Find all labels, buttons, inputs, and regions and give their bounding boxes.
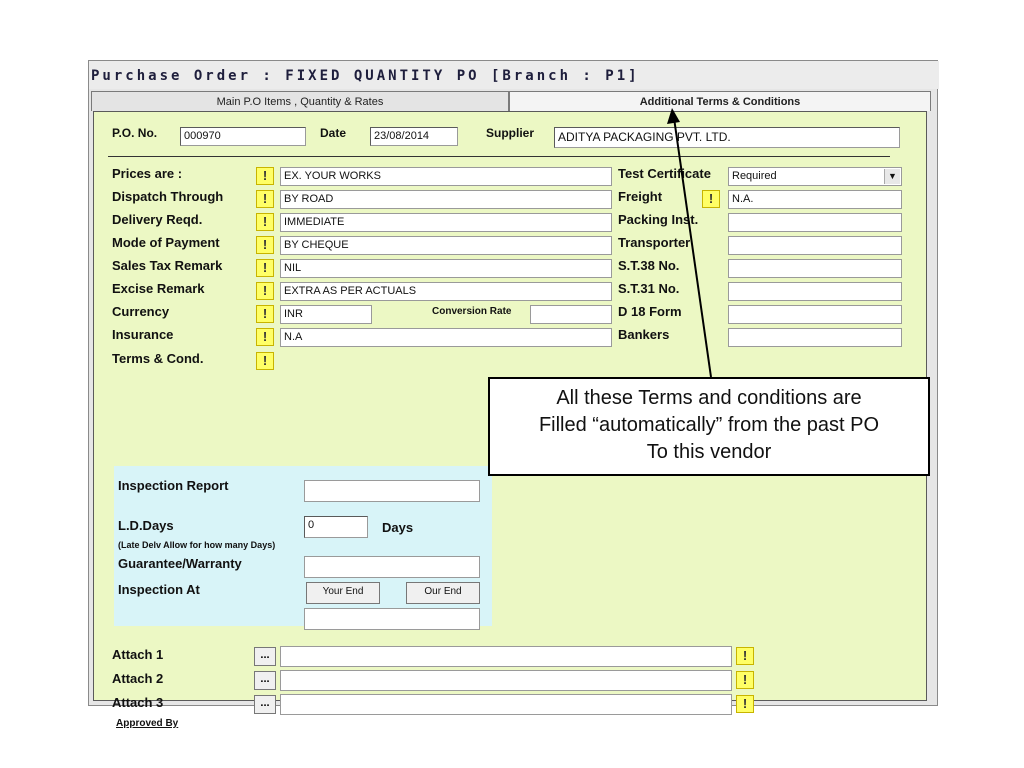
- sales-tax-field[interactable]: NIL: [280, 259, 612, 278]
- guarantee-label: Guarantee/Warranty: [118, 556, 242, 571]
- d18-label: D 18 Form: [618, 304, 682, 319]
- approved-by-link[interactable]: Approved By: [116, 718, 179, 729]
- callout-line-2: Filled “automatically” from the past PO: [538, 414, 880, 436]
- tab-additional-terms[interactable]: Additional Terms & Conditions: [509, 91, 931, 111]
- date-label: Date: [320, 126, 347, 140]
- inspection-report-label: Inspection Report: [118, 478, 229, 493]
- insurance-field[interactable]: N.A: [280, 328, 612, 347]
- freight-label: Freight: [618, 189, 663, 204]
- warning-icon[interactable]: !: [256, 259, 274, 277]
- attach-1-label: Attach 1: [112, 647, 164, 662]
- delivery-label: Delivery Reqd.: [112, 212, 203, 227]
- st38-label: S.T.38 No.: [618, 258, 680, 273]
- attach-2-label: Attach 2: [112, 671, 164, 686]
- browse-button[interactable]: ...: [254, 695, 276, 714]
- warning-icon[interactable]: !: [736, 695, 754, 713]
- currency-label: Currency: [112, 304, 170, 319]
- warning-icon[interactable]: !: [702, 190, 720, 208]
- our-end-button[interactable]: Our End: [406, 582, 480, 604]
- prices-field[interactable]: EX. YOUR WORKS: [280, 167, 612, 186]
- supplier-field[interactable]: ADITYA PACKAGING PVT. LTD.: [554, 127, 900, 148]
- packing-label: Packing Inst.: [618, 212, 699, 227]
- ld-note: (Late Delv Allow for how many Days): [118, 540, 276, 550]
- browse-button[interactable]: ...: [254, 647, 276, 666]
- warning-icon[interactable]: !: [256, 236, 274, 254]
- prices-label: Prices are :: [112, 166, 183, 181]
- transporter-label: Transporter: [618, 235, 691, 250]
- warning-icon[interactable]: !: [256, 352, 274, 370]
- callout-note: [488, 377, 930, 476]
- bankers-label: Bankers: [618, 327, 670, 342]
- freight-field[interactable]: N.A.: [728, 190, 902, 209]
- supplier-label: Supplier: [486, 126, 535, 140]
- currency-field[interactable]: INR: [280, 305, 372, 324]
- conversion-rate-label: Conversion Rate: [432, 306, 512, 317]
- test-certificate-label: Test Certificate: [618, 166, 711, 181]
- payment-mode-label: Mode of Payment: [112, 235, 220, 250]
- sales-tax-label: Sales Tax Remark: [112, 258, 223, 273]
- delivery-field[interactable]: IMMEDIATE: [280, 213, 612, 232]
- inspection-at-label: Inspection At: [118, 582, 200, 597]
- warning-icon[interactable]: !: [256, 190, 274, 208]
- insurance-label: Insurance: [112, 327, 174, 342]
- window-title: Purchase Order : FIXED QUANTITY PO [Branch : P1]: [89, 61, 939, 89]
- warning-icon[interactable]: !: [256, 213, 274, 231]
- ld-days-label: L.D.Days: [118, 518, 174, 533]
- payment-mode-field[interactable]: BY CHEQUE: [280, 236, 612, 255]
- attach-3-label: Attach 3: [112, 695, 164, 710]
- warning-icon[interactable]: !: [256, 328, 274, 346]
- your-end-button[interactable]: Your End: [306, 582, 380, 604]
- st31-label: S.T.31 No.: [618, 281, 680, 296]
- days-label: Days: [382, 520, 414, 535]
- dispatch-label: Dispatch Through: [112, 189, 224, 204]
- dispatch-field[interactable]: BY ROAD: [280, 190, 612, 209]
- warning-icon[interactable]: !: [256, 282, 274, 300]
- excise-label: Excise Remark: [112, 281, 205, 296]
- warning-icon[interactable]: !: [736, 671, 754, 689]
- po-no-field[interactable]: 000970: [180, 127, 306, 146]
- po-no-label: P.O. No.: [112, 126, 158, 140]
- warning-icon[interactable]: !: [736, 647, 754, 665]
- browse-button[interactable]: ...: [254, 671, 276, 690]
- chevron-down-icon[interactable]: ▼: [884, 169, 900, 184]
- terms-cond-label: Terms & Cond.: [112, 351, 204, 366]
- tab-main-po-items[interactable]: Main P.O Items , Quantity & Rates: [91, 91, 509, 111]
- excise-field[interactable]: EXTRA AS PER ACTUALS: [280, 282, 612, 301]
- callout-line-3: To this vendor: [646, 441, 772, 463]
- ld-days-field[interactable]: 0: [304, 516, 368, 538]
- date-field[interactable]: 23/08/2014: [370, 127, 458, 146]
- callout-line-1: All these Terms and conditions are: [556, 387, 862, 409]
- test-certificate-value: Required: [732, 170, 777, 182]
- warning-icon[interactable]: !: [256, 167, 274, 185]
- warning-icon[interactable]: !: [256, 305, 274, 323]
